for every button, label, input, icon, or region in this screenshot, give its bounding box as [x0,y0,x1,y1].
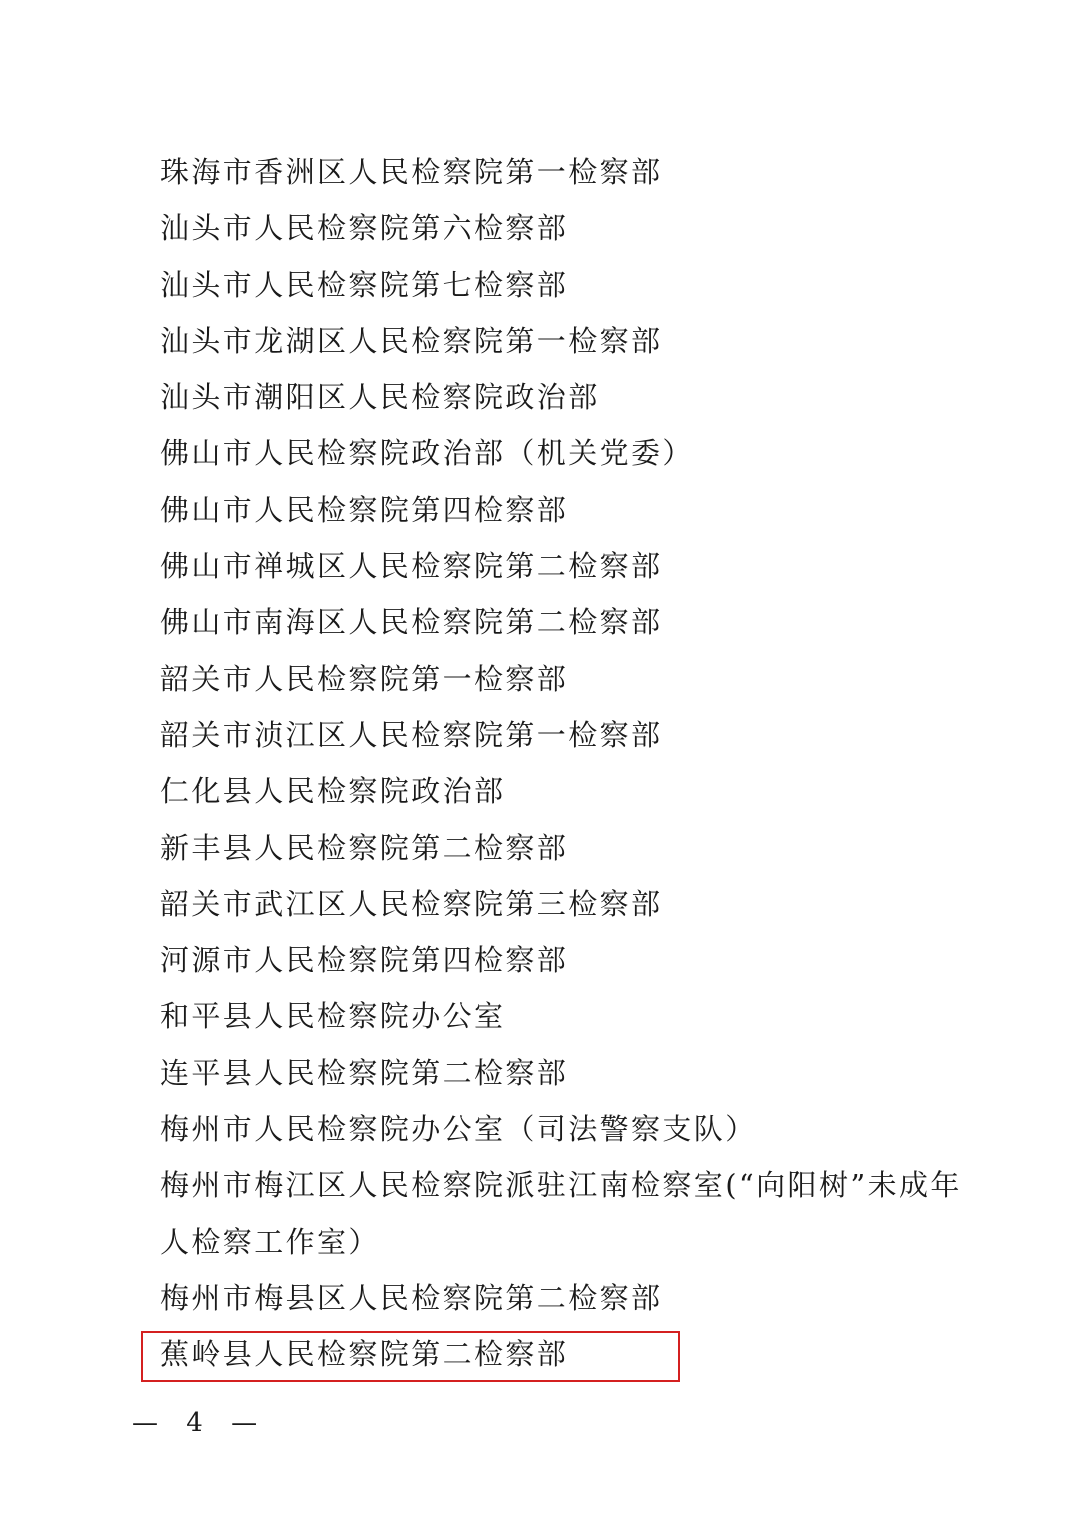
list-item: 汕头市龙湖区人民检察院第一检察部 [160,323,663,358]
list-item: 韶关市人民检察院第一检察部 [160,661,569,696]
list-item: 梅州市梅江区人民检察院派驻江南检察室(“向阳树”未成年 [160,1168,962,1203]
list-item: 梅州市人民检察院办公室（司法警察支队） [160,1112,757,1147]
list-item: 佛山市人民检察院第四检察部 [160,492,569,527]
list-item: 珠海市香洲区人民检察院第一检察部 [160,155,663,189]
highlight-box [141,1331,680,1382]
list-item: 连平县人民检察院第二检察部 [160,1055,569,1090]
list-item: 佛山市人民检察院政治部（机关党委） [160,436,694,471]
list-item: 汕头市人民检察院第六检察部 [160,211,569,246]
list-item: 仁化县人民检察院政治部 [160,774,506,809]
list-item: 汕头市人民检察院第七检察部 [160,267,569,302]
list-item: 韶关市浈江区人民检察院第一检察部 [160,717,663,752]
list-item: 佛山市南海区人民检察院第二检察部 [160,605,663,640]
list-item-continuation: 人检察工作室） [160,1224,380,1259]
list-item: 佛山市禅城区人民检察院第二检察部 [160,549,663,584]
list-item: 韶关市武江区人民检察院第三检察部 [160,886,663,921]
department-list [160,144,980,1383]
list-item: 新丰县人民检察院第二检察部 [160,830,569,865]
list-item: 汕头市潮阳区人民检察院政治部 [160,380,600,415]
page-number: — 4 — [132,1408,268,1438]
list-item-highlighted: 蕉岭县人民检察院第二检察部 [160,1337,569,1372]
list-item: 梅州市梅县区人民检察院第二检察部 [160,1280,663,1315]
list-item: 河源市人民检察院第四检察部 [160,943,569,978]
list-item: 和平县人民检察院办公室 [160,999,506,1034]
